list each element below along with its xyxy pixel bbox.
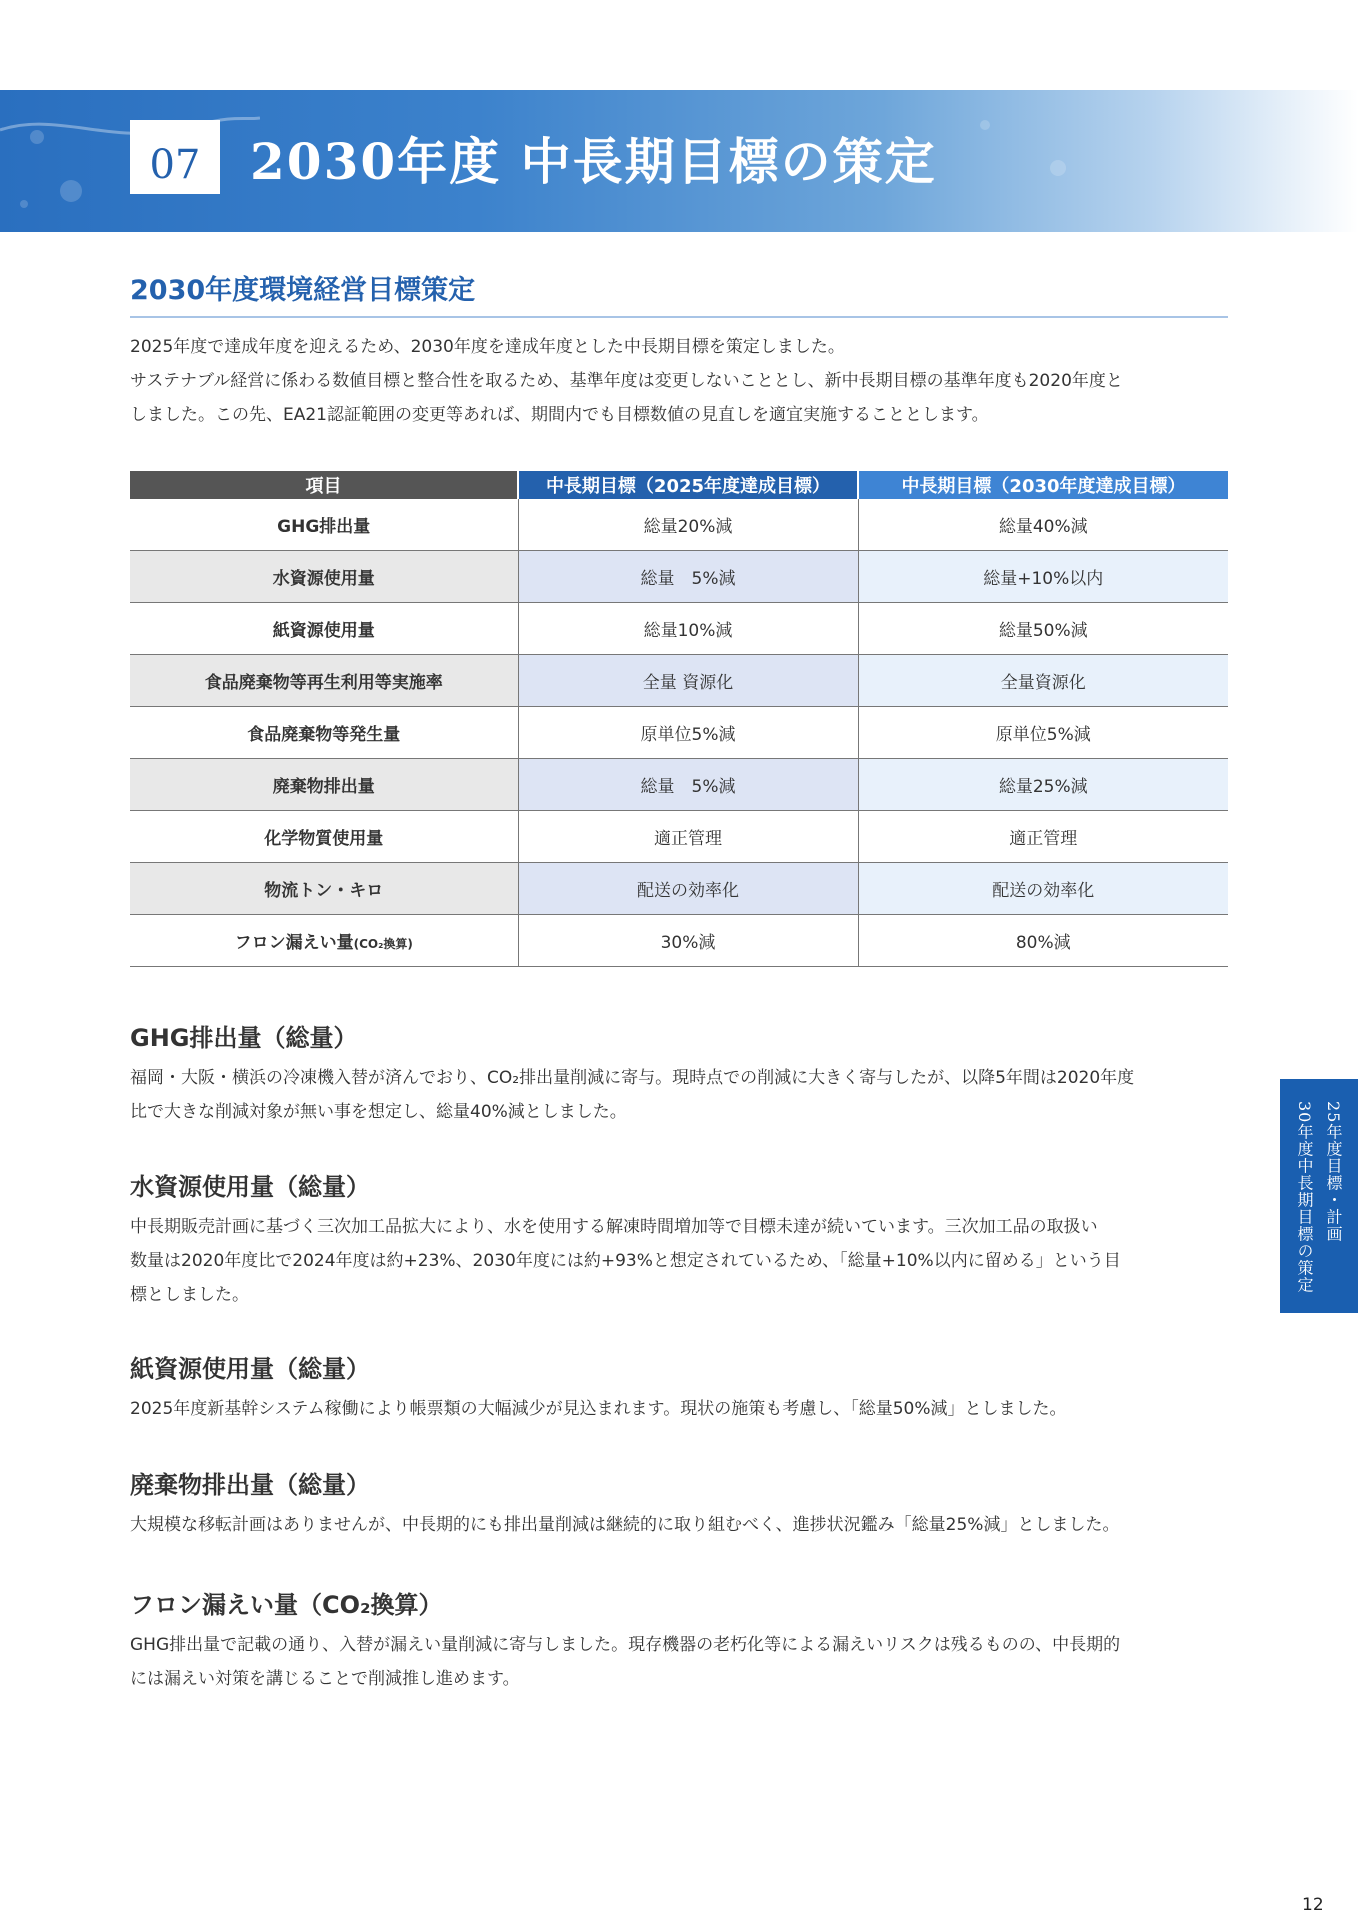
row-item: 食品廃棄物等発生量 — [130, 707, 518, 759]
header-item: 項目 — [130, 471, 518, 499]
row-target-2030: 全量資源化 — [858, 655, 1228, 707]
goals-table — [130, 471, 1228, 967]
detail-text: 中長期販売計画に基づく三次加工品拡大により、水を使用する解凍時間増加等で目標未達が続いています。三次加工品の取扱い 数量は2020年度比で2024年度は約+23%、2030年度には約+93%と想定されているため、「総量+10%以内に留める」という目 標としました。 — [130, 1217, 1121, 1305]
detail-title: フロン漏えい量（CO₂換算） — [130, 1591, 443, 1619]
detail-title: 紙資源使用量（総量） — [130, 1355, 370, 1383]
table-row — [130, 655, 1228, 707]
detail-text: 大規模な移転計画はありませんが、中長期的にも排出量削減は継続的に取り組むべく、進捗状況鑑み「総量25%減」としました。 — [130, 1515, 1120, 1535]
table-row — [130, 915, 1228, 967]
detail-ghg — [130, 1018, 1230, 1129]
section-title: 2030年度環境経営目標策定 — [130, 275, 476, 306]
detail-paper — [130, 1349, 1230, 1426]
row-target-2025: 30%減 — [518, 915, 858, 967]
section-divider — [130, 316, 1228, 318]
table-row — [130, 707, 1228, 759]
row-target-2025: 適正管理 — [518, 811, 858, 863]
detail-title: GHG排出量（総量） — [130, 1024, 358, 1052]
intro-text — [130, 330, 1230, 432]
row-target-2030: 総量25%減 — [858, 759, 1228, 811]
row-target-2030: 総量50%減 — [858, 603, 1228, 655]
table-row — [130, 811, 1228, 863]
row-target-2025: 全量 資源化 — [518, 655, 858, 707]
detail-title: 廃棄物排出量（総量） — [130, 1471, 370, 1499]
banner-title: 2030年度 中長期目標の策定 — [250, 132, 937, 191]
detail-freon — [130, 1585, 1230, 1696]
row-target-2025: 総量10%減 — [518, 603, 858, 655]
row-item: 物流トン・キロ — [130, 863, 518, 915]
detail-water — [130, 1167, 1230, 1312]
detail-title: 水資源使用量（総量） — [130, 1173, 370, 1201]
table-header-row — [130, 471, 1228, 499]
row-target-2030: 配送の効率化 — [858, 863, 1228, 915]
row-target-2025: 総量 5%減 — [518, 759, 858, 811]
row-target-2025: 原単位5%減 — [518, 707, 858, 759]
row-item: GHG排出量 — [130, 499, 518, 551]
row-item: 水資源使用量 — [130, 551, 518, 603]
row-item: フロン漏えい量(CO₂換算) — [130, 915, 518, 967]
row-item: 紙資源使用量 — [130, 603, 518, 655]
side-tab-line2: 30年度中長期目標の策定 — [1295, 1101, 1314, 1294]
row-target-2030: 原単位5%減 — [858, 707, 1228, 759]
row-target-2025: 総量20%減 — [518, 499, 858, 551]
row-item: 食品廃棄物等再生利用等実施率 — [130, 655, 518, 707]
detail-text: 福岡・大阪・横浜の冷凍機入替が済んでおり、CO₂排出量削減に寄与。現時点での削減に大きく寄与したが、以降5年間は2020年度 比で大きな削減対象が無い事を想定し、総量40%減としました。 — [130, 1068, 1135, 1122]
row-target-2030: 総量40%減 — [858, 499, 1228, 551]
row-item: 化学物質使用量 — [130, 811, 518, 863]
page-number: 12 — [1302, 1895, 1324, 1915]
table-row — [130, 603, 1228, 655]
row-target-2030: 適正管理 — [858, 811, 1228, 863]
table-row — [130, 499, 1228, 551]
section-number: 07 — [149, 142, 201, 188]
side-tab-line1: 25年度目標・計画 — [1324, 1101, 1343, 1243]
header-2025: 中長期目標（2025年度達成目標） — [518, 471, 858, 499]
row-target-2030: 80%減 — [858, 915, 1228, 967]
table-row — [130, 551, 1228, 603]
section-number-box — [130, 120, 220, 194]
detail-text: 2025年度新基幹システム稼働により帳票類の大幅減少が見込まれます。現状の施策も考慮し、「総量50%減」としました。 — [130, 1399, 1067, 1419]
row-target-2025: 配送の効率化 — [518, 863, 858, 915]
intro-line: 2025年度で達成年度を迎えるため、2030年度を達成年度とした中長期目標を策定しました。 — [130, 337, 845, 357]
intro-line: しました。この先、EA21認証範囲の変更等あれば、期間内でも目標数値の見直しを適宜実施することとします。 — [130, 405, 989, 425]
detail-text: GHG排出量で記載の通り、入替が漏えい量削減に寄与しました。現存機器の老朽化等による漏えいリスクは残るものの、中長期的 には漏えい対策を講じることで削減推し進めます。 — [130, 1635, 1121, 1689]
intro-line: サステナブル経営に係わる数値目標と整合性を取るため、基準年度は変更しないこととし、新中長期目標の基準年度も2020年度と — [130, 371, 1123, 391]
row-target-2030: 総量+10%以内 — [858, 551, 1228, 603]
row-target-2025: 総量 5%減 — [518, 551, 858, 603]
table-row — [130, 863, 1228, 915]
row-item: 廃棄物排出量 — [130, 759, 518, 811]
header-2030: 中長期目標（2030年度達成目標） — [858, 471, 1228, 499]
chapter-side-tab[interactable] — [1280, 1079, 1358, 1313]
table-row — [130, 759, 1228, 811]
detail-waste — [130, 1465, 1230, 1542]
